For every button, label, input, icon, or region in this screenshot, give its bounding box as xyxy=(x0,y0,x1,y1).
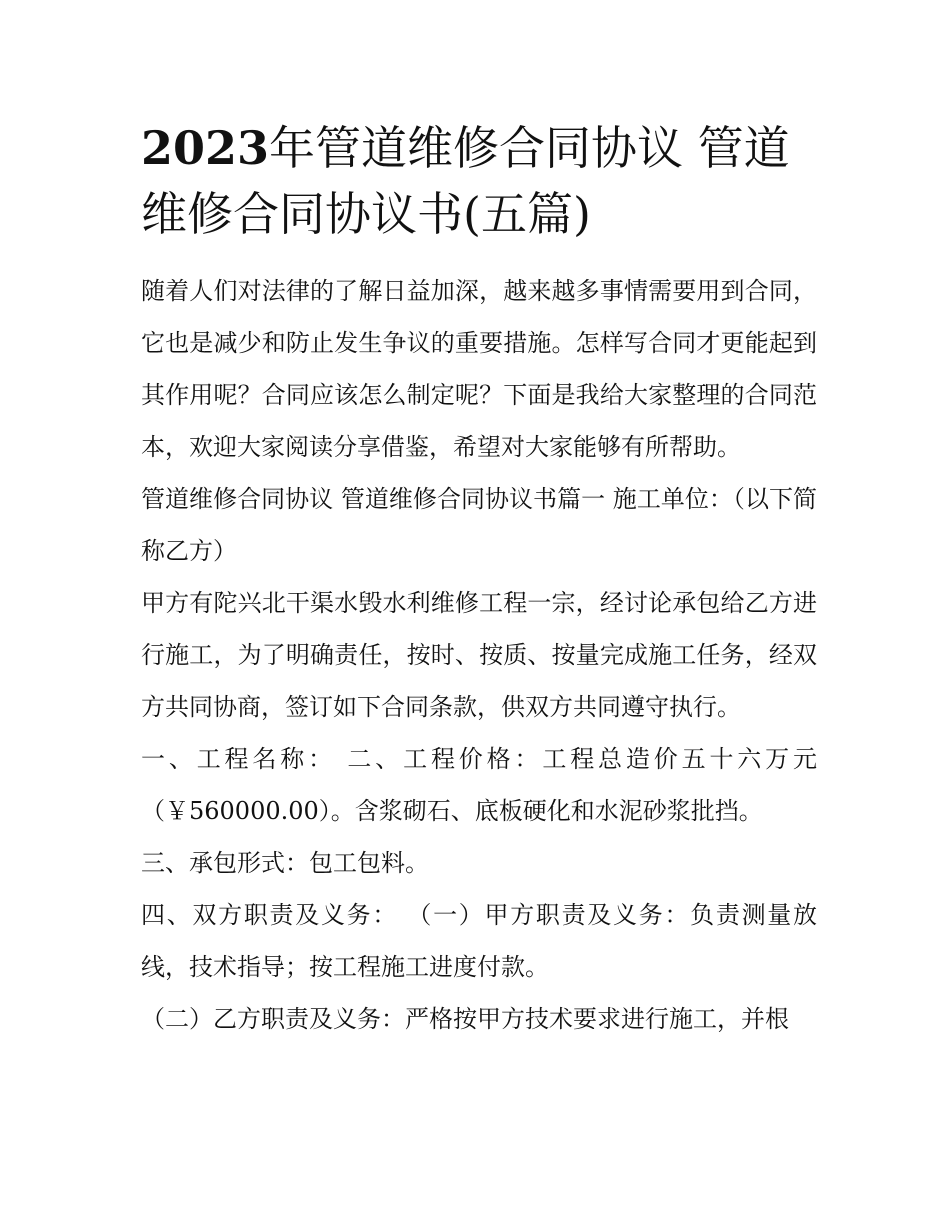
clause-project-price: 一、工程名称： 二、工程价格：工程总造价五十六万元（￥560000.00）。含浆砌石、底板硬化和水泥砂浆批挡。 xyxy=(141,745,817,825)
document-title xyxy=(141,115,817,247)
clause-contract-form: 三、承包形式：包工包料。 xyxy=(141,849,429,877)
agreement-paragraph: 甲方有陀兴北干渠水毁水利维修工程一宗，经讨论承包给乙方进行施工，为了明确责任，按时、按质、按量完成施工任务，经双方共同协商，签订如下合同条款，供双方共同遵守执行。 xyxy=(141,589,817,721)
intro-paragraph: 随着人们对法律的了解日益加深，越来越多事情需要用到合同，它也是减少和防止发生争议的重要措施。怎样写合同才更能起到其作用呢？合同应该怎么制定呢？下面是我给大家整理的合同范本，欢迎大家阅读分享借鉴，希望对大家能够有所帮助。 xyxy=(141,277,817,461)
document-body xyxy=(141,115,817,1045)
clause-duties-party-b: （二）乙方职责及义务：严格按甲方技术要求进行施工，并根 xyxy=(141,1005,789,1033)
title-text: 年管道维修合同协议 管道维修合同协议书(五篇) xyxy=(141,121,790,241)
clause-duties-party-a: 四、双方职责及义务： （一）甲方职责及义务：负责测量放线，技术指导；按工程施工进度付款。 xyxy=(141,901,817,981)
title-year: 2023 xyxy=(141,121,270,175)
section-heading-paragraph: 管道维修合同协议 管道维修合同协议书篇一 施工单位：（以下简称乙方） xyxy=(141,485,817,565)
